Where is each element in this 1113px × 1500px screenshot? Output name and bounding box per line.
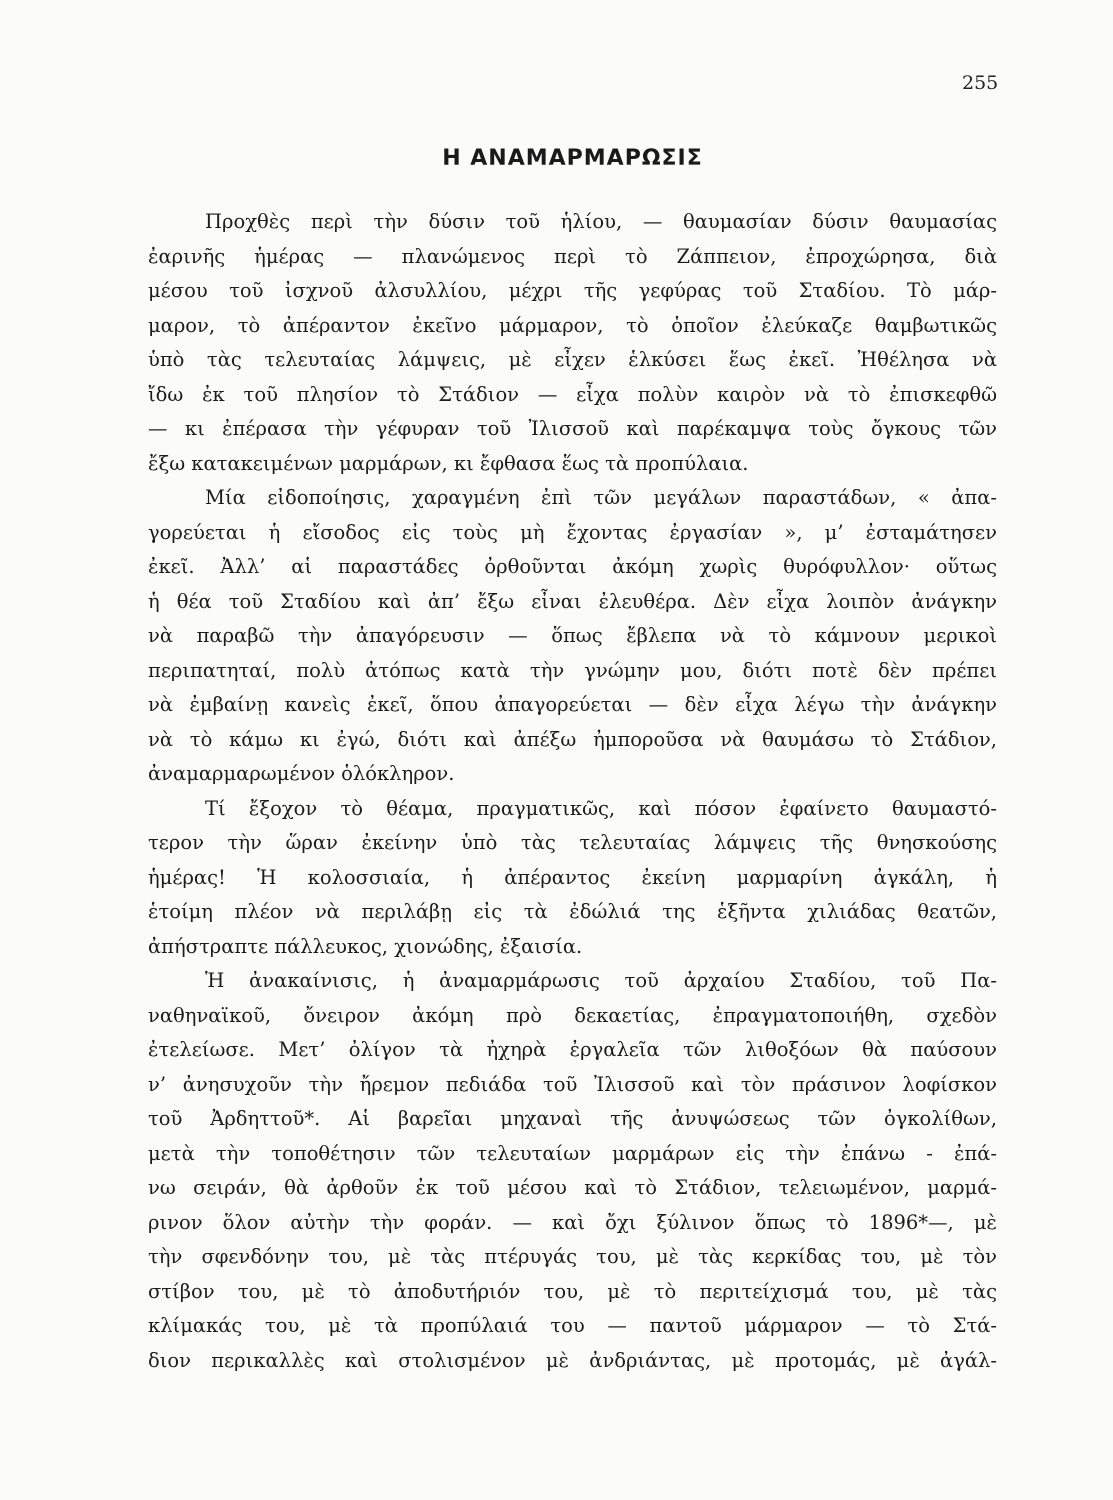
paragraph — [148, 792, 997, 965]
text-line: μετὰ τὴν τοποθέτησιν τῶν τελευταίων μαρμάρων εἰς τὴν ἐπάνω - ἐπά- — [148, 1141, 997, 1165]
text-line: ἐκεῖ. Ἀλλ’ αἱ παραστάδες ὀρθοῦνται ἀκόμη χωρὶς θυρόφυλλον· οὕτως — [148, 555, 997, 578]
text-line: ἡμέρας! Ἡ κολοσσιαία, ἡ ἀπέραντος ἐκείνη μαρμαρίνη ἀγκάλη, ἡ — [148, 865, 997, 889]
text-line: τὴν σφενδόνην του, μὲ τὰς πτέρυγάς του, μὲ τὰς κερκίδας του, μὲ τὸν — [148, 1245, 997, 1268]
text-line: τοῦ Ἀρδηττοῦ*. Αἱ βαρεῖαι μηχαναὶ τῆς ἀνυψώσεως τῶν ὀγκολίθων, — [148, 1107, 997, 1130]
text-line: νω σειράν, θὰ ἀρθοῦν ἐκ τοῦ μέσου καὶ τὸ Στάδιον, τελειωμένον, μαρμά- — [148, 1176, 997, 1199]
text-line: ναθηναϊκοῦ, ὄνειρον ἀκόμη πρὸ δεκαετίας, ἐπραγματοποιήθη, σχεδὸν — [148, 1003, 997, 1027]
page-number: 255 — [962, 72, 999, 94]
text-line: ἀναμαρμαρωμένον ὁλόκληρον. — [148, 762, 455, 785]
text-line: ν’ ἀνησυχοῦν τὴν ἤρεμον πεδιάδα τοῦ Ἰλισσοῦ καὶ τὸν πράσινον λοφίσκον — [148, 1072, 997, 1096]
text-line: ἐτελείωσε. Μετ’ ὀλίγον τὰ ἠχηρὰ ἐργαλεῖα τῶν λιθοξόων θὰ παύσουν — [148, 1038, 997, 1061]
text-line: διον περικαλλὲς καὶ στολισμένον μὲ ἀνδριάντας, μὲ προτομάς, μὲ ἀγάλ- — [148, 1348, 997, 1372]
text-line: ἑτοίμη πλέον νὰ περιλάβῃ εἰς τὰ ἐδώλιά της ἑξῆντα χιλιάδας θεατῶν, — [148, 900, 997, 923]
paragraph — [148, 205, 997, 481]
text-line: ἡ θέα τοῦ Σταδίου καὶ ἀπ’ ἔξω εἶναι ἐλευθέρα. Δὲν εἶχα λοιπὸν ἀνάγκην — [148, 589, 997, 613]
text-line: ἔξω κατακειμένων μαρμάρων, κι ἔφθασα ἕως τὰ προπύλαια. — [148, 451, 749, 475]
text-line: ἐαρινῆς ἡμέρας — πλανώμενος περὶ τὸ Ζάππειον, ἐπροχώρησα, διὰ — [148, 244, 997, 268]
text-line: νὰ παραβῶ τὴν ἀπαγόρευσιν — ὅπως ἔβλεπα νὰ τὸ κάμνουν μερικοὶ — [148, 624, 997, 647]
text-line: τερον τὴν ὥραν ἐκείνην ὑπὸ τὰς τελευταίας λάμψεις τῆς θνησκούσης — [148, 831, 997, 854]
text-line: νὰ ἐμβαίνῃ κανεὶς ἐκεῖ, ὅπου ἀπαγορεύεται — δὲν εἶχα λέγω τὴν ἀνάγκην — [148, 693, 997, 716]
text-line: ἴδω ἐκ τοῦ πλησίον τὸ Στάδιον — εἶχα πολὺν καιρὸν νὰ τὸ ἐπισκεφθῶ — [148, 382, 997, 406]
text-line: μέσου τοῦ ἰσχνοῦ ἀλσυλλίου, μέχρι τῆς γεφύρας τοῦ Σταδίου. Τὸ μάρ- — [148, 279, 997, 302]
text-line: νὰ τὸ κάμω κι ἐγώ, διότι καὶ ἀπέξω ἠμποροῦσα νὰ θαυμάσω τὸ Στάδιον, — [148, 727, 997, 751]
text-line: περιπατηταί, πολὺ ἀτόπως κατὰ τὴν γνώμην μου, διότι ποτὲ δὲν πρέπει — [148, 658, 997, 682]
text-line: ἀπήστραπτε πάλλευκος, χιονώδης, ἐξαισία. — [148, 934, 583, 958]
text-line: Μία εἰδοποίησις, χαραγμένη ἐπὶ τῶν μεγάλων παραστάδων, « ἀπα- — [205, 486, 997, 509]
paragraph — [148, 964, 997, 1378]
text-line: Ἡ ἀνακαίνισις, ἡ ἀναμαρμάρωσις τοῦ ἀρχαίου Σταδίου, τοῦ Πα- — [205, 969, 997, 992]
body-text — [148, 205, 997, 1378]
chapter-title: Η ΑΝΑΜΑΡΜΑΡΩΣΙΣ — [442, 146, 703, 171]
text-line: μαρον, τὸ ἀπέραντον ἐκεῖνο μάρμαρον, τὸ ὁποῖον ἐλεύκαζε θαμβωτικῶς — [148, 313, 997, 337]
text-line: ὑπὸ τὰς τελευταίας λάμψεις, μὲ εἶχεν ἑλκύσει ἕως ἐκεῖ. Ἠθέλησα νὰ — [148, 348, 997, 371]
paragraph — [148, 481, 997, 792]
text-line: ρινον ὅλον αὐτὴν τὴν φοράν. — καὶ ὄχι ξύλινον ὅπως τὸ 1896*—, μὲ — [148, 1210, 997, 1234]
text-line: — κι ἐπέρασα τὴν γέφυραν τοῦ Ἰλισσοῦ καὶ παρέκαμψα τοὺς ὄγκους τῶν — [148, 417, 997, 440]
text-line: Προχθὲς περὶ τὴν δύσιν τοῦ ἡλίου, — θαυμασίαν δύσιν θαυμασίας — [205, 210, 997, 233]
text-line: στίβον του, μὲ τὸ ἀποδυτήριόν του, μὲ τὸ περιτείχισμά του, μὲ τὰς — [148, 1279, 997, 1303]
text-line: γορεύεται ἡ εἴσοδος εἰς τοὺς μὴ ἔχοντας ἐργασίαν », μ’ ἐσταμάτησεν — [148, 520, 997, 544]
text-line: κλίμακάς του, μὲ τὰ προπύλαιά του — παντοῦ μάρμαρον — τὸ Στά- — [148, 1314, 997, 1337]
text-line: Τί ἔξοχον τὸ θέαμα, πραγματικῶς, καὶ πόσον ἐφαίνετο θαυμαστό- — [205, 796, 997, 820]
